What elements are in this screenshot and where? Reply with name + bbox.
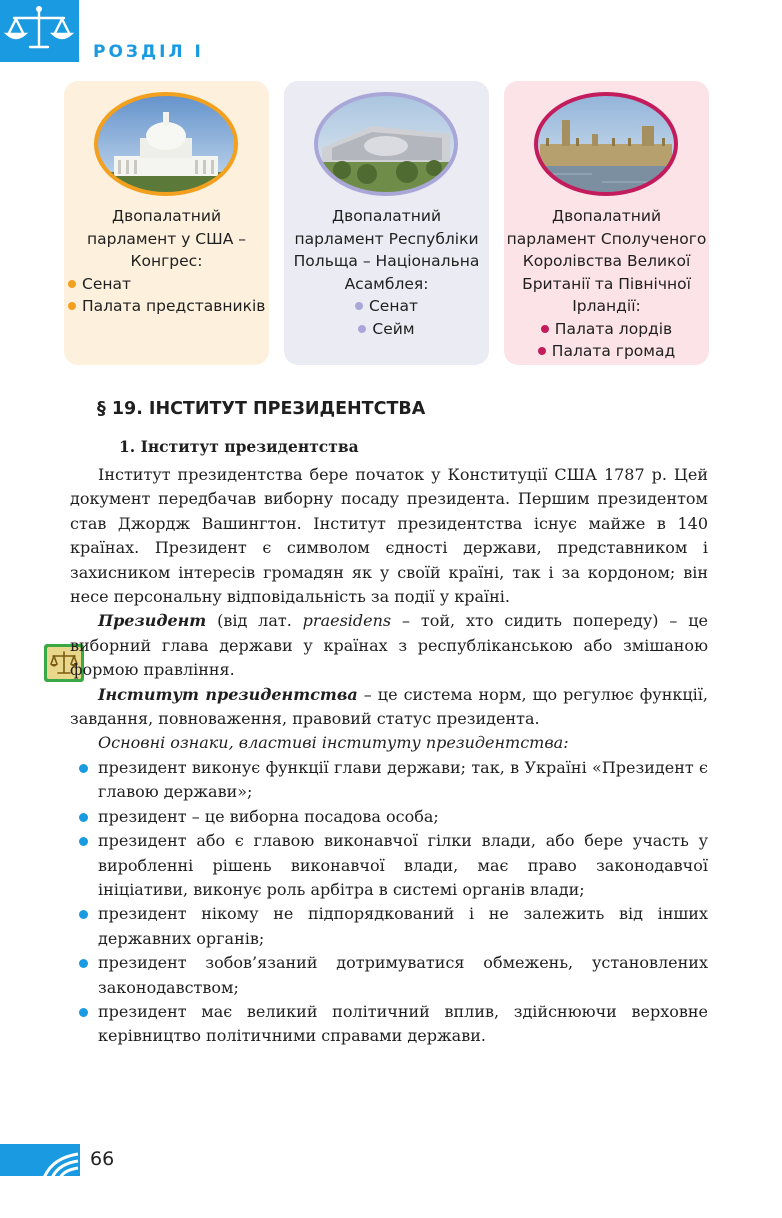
features-intro: Основні ознаки, властиві інституту президентства: bbox=[98, 733, 569, 753]
us-capitol-photo bbox=[92, 90, 240, 198]
chamber-list bbox=[284, 295, 489, 340]
list-item: президент виконує функції глави держави; так, в Україні «Президент є главою держави»; bbox=[98, 756, 708, 805]
list-item: президент нікому не підпорядкований і не залежить від інших державних органів; bbox=[98, 902, 708, 951]
westminster-photo bbox=[532, 90, 680, 198]
subheading: 1. Інститут президентства bbox=[119, 437, 359, 456]
page-footer-decoration bbox=[0, 1144, 80, 1176]
term-institution: Інститут президентства bbox=[98, 684, 358, 704]
list-item: Палата громад bbox=[504, 340, 709, 363]
chamber-list bbox=[68, 273, 269, 318]
list-item: Сенат bbox=[68, 273, 269, 296]
card-title: Двопалатний парламент Республіки Польща – Національна Асамблея: bbox=[293, 207, 480, 293]
section-header-block bbox=[0, 0, 79, 62]
definition-institution: Інститут президентства – це система норм, що регулює функції, завдання, повноваження, правовий статус президента. bbox=[70, 684, 708, 729]
page-number: 66 bbox=[90, 1148, 115, 1170]
bullet-dot bbox=[538, 347, 546, 355]
bullet-dot bbox=[68, 280, 76, 288]
bullet-dot bbox=[358, 325, 366, 333]
list-item: президент або є главою виконавчої гілки влади, або бере участь у виробленні рішень виконавчої влади, має право законодавчої ініціативи, виконує роль арбітра в системі органів влади; bbox=[98, 829, 708, 902]
bullet-dot bbox=[541, 325, 549, 333]
bullet-dot bbox=[355, 302, 363, 310]
list-item: Сейм bbox=[284, 318, 489, 341]
list-item: президент має великий політичний вплив, здійснюючи верховне керівництво політичними справами держави. bbox=[98, 1000, 708, 1049]
parliament-card-poland bbox=[284, 81, 489, 365]
card-title: Двопалатний парламент у США – Конгрес: bbox=[87, 207, 246, 270]
definition-president: Президент (від лат. praesidens – той, хто сидить попереду) – це виборний глава держави у країнах з республіканською або змішаною формою правління. bbox=[70, 611, 708, 680]
card-title: Двопалатний парламент Сполученого Королівства Великої Британії та Північної Ірландії: bbox=[506, 207, 707, 315]
intro-paragraph: Інститут президентства бере початок у Конституції США 1787 р. Цей документ передбачав виборну посаду президента. Першим президентом став Джордж Вашингтон. Інститут президентства існує майже в 140 країнах. Президент є символом єдності держави, представником і захисником інтересів громадян як у своїй країні, так і за кордоном; він несе персональну відповідальність за події у країні. bbox=[70, 465, 708, 607]
parliament-card-usa bbox=[64, 81, 269, 365]
list-item: Сенат bbox=[284, 295, 489, 318]
article-body bbox=[70, 463, 708, 1049]
bullet-dot bbox=[68, 302, 76, 310]
features-list bbox=[70, 756, 708, 1049]
chamber-list bbox=[504, 318, 709, 363]
parliament-card-uk bbox=[504, 81, 709, 365]
scales-icon bbox=[0, 0, 79, 62]
polish-parliament-photo bbox=[312, 90, 460, 198]
term-president: Президент bbox=[98, 611, 207, 631]
list-item: президент зобов’язаний дотримуватися обмежень, установлених законодавством; bbox=[98, 951, 708, 1000]
paragraph-title: § 19. ІНСТИТУТ ПРЕЗИДЕНТСТВА bbox=[97, 399, 426, 419]
list-item: президент – це виборна посадова особа; bbox=[98, 805, 708, 829]
list-item: Палата лордів bbox=[504, 318, 709, 341]
list-item: Палата представників bbox=[68, 295, 269, 318]
section-label: РОЗДІЛ I bbox=[93, 42, 204, 62]
latin-term: praesidens bbox=[302, 611, 392, 631]
